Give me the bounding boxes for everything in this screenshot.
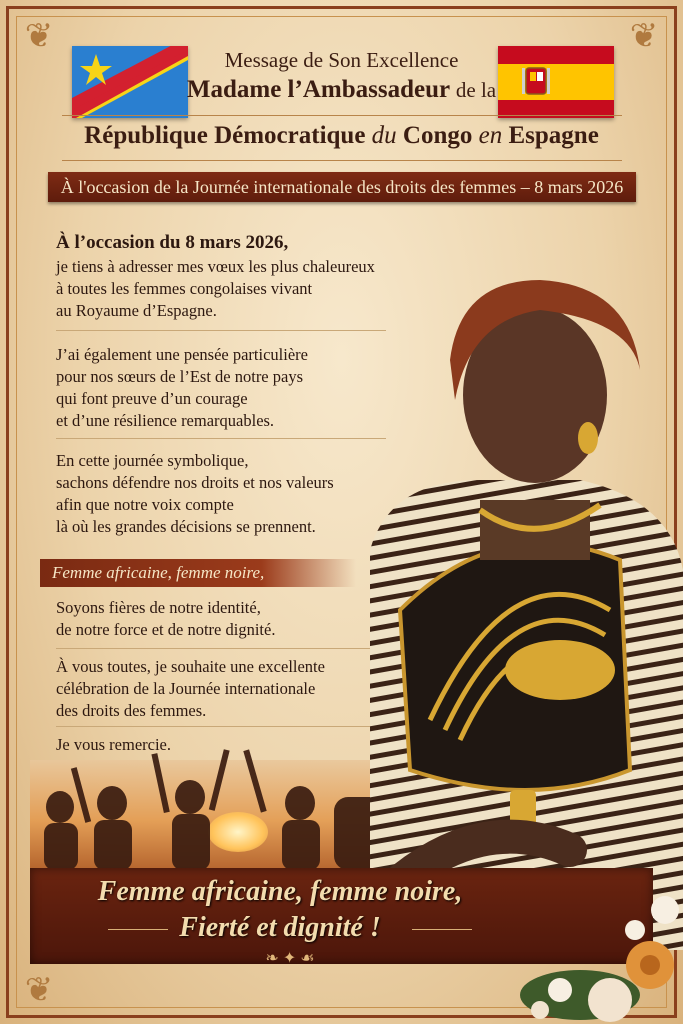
identity-banner: Femme africaine, femme noire, — [40, 559, 356, 587]
footer-line-2: Fierté et dignité ! — [179, 912, 381, 943]
text-line: En cette journée symbolique, — [56, 451, 249, 470]
footer-rule-right — [412, 929, 472, 930]
message-paragraph-4 — [56, 597, 275, 641]
footer-rule-left — [108, 929, 168, 930]
message-paragraph-3 — [56, 450, 334, 538]
header-line-1: Message de Son Excellence — [224, 48, 459, 72]
text-line: je tiens à adresser mes vœux les plus chaleureux — [56, 257, 375, 276]
text-line: À vous toutes, je souhaite une excellente — [56, 657, 325, 676]
text-line: célébration de la Journée internationale — [56, 679, 316, 698]
text-line: afin que notre voix compte — [56, 495, 234, 514]
flowers-bouquet-image — [500, 870, 683, 1024]
country-name-e: Espagne — [508, 122, 599, 149]
occasion-banner: À l'occasion de la Journée internationale des droits des femmes – 8 mars 2026 — [48, 172, 636, 202]
text-line: Soyons fières de notre identité, — [56, 598, 261, 617]
country-name-a: République Démocratique — [84, 122, 366, 149]
country-name-b: du — [371, 122, 397, 149]
message-closing: Je vous remercie. — [56, 735, 171, 754]
message-paragraph-1 — [56, 256, 375, 322]
header-divider-bottom — [62, 160, 622, 161]
ornament-corner-icon: ❦ — [24, 972, 54, 1009]
text-line: au Royaume d’Espagne. — [56, 301, 217, 320]
flourish-divider-icon: ❧ ✦ ☙ — [265, 950, 315, 967]
header-line-3 — [0, 122, 683, 150]
message-paragraph-2 — [56, 344, 308, 432]
header-line-2 — [0, 76, 683, 104]
text-line: à toutes les femmes congolaises vivant — [56, 279, 313, 298]
country-name-d: en — [478, 122, 503, 149]
text-line: de notre force et de notre dignité. — [56, 620, 276, 639]
footer-line-1: Femme africaine, femme noire, — [97, 876, 463, 907]
text-line: là où les grandes décisions se prennent. — [56, 517, 316, 536]
message-paragraph-5 — [56, 656, 325, 722]
ornament-corner-icon: ❦ — [629, 18, 659, 55]
text-line: qui font preuve d’un courage — [56, 389, 248, 408]
text-line: pour nos sœurs de l’Est de notre pays — [56, 367, 304, 386]
message-lead: À l’occasion du 8 mars 2026, — [56, 232, 289, 253]
header-title: Madame l’Ambassadeur — [186, 76, 450, 103]
text-line: J’ai également une pensée particulière — [56, 345, 308, 364]
country-name-c: Congo — [402, 122, 473, 149]
text-line: des droits des femmes. — [56, 701, 207, 720]
text-line: et d’une résilience remarquables. — [56, 411, 275, 430]
ornament-corner-icon: ❦ — [24, 18, 54, 55]
text-line: sachons défendre nos droits et nos valeurs — [56, 473, 334, 492]
header-suffix: de la — [455, 78, 497, 102]
ambassador-portrait-image — [330, 250, 683, 950]
header-divider — [62, 115, 622, 116]
